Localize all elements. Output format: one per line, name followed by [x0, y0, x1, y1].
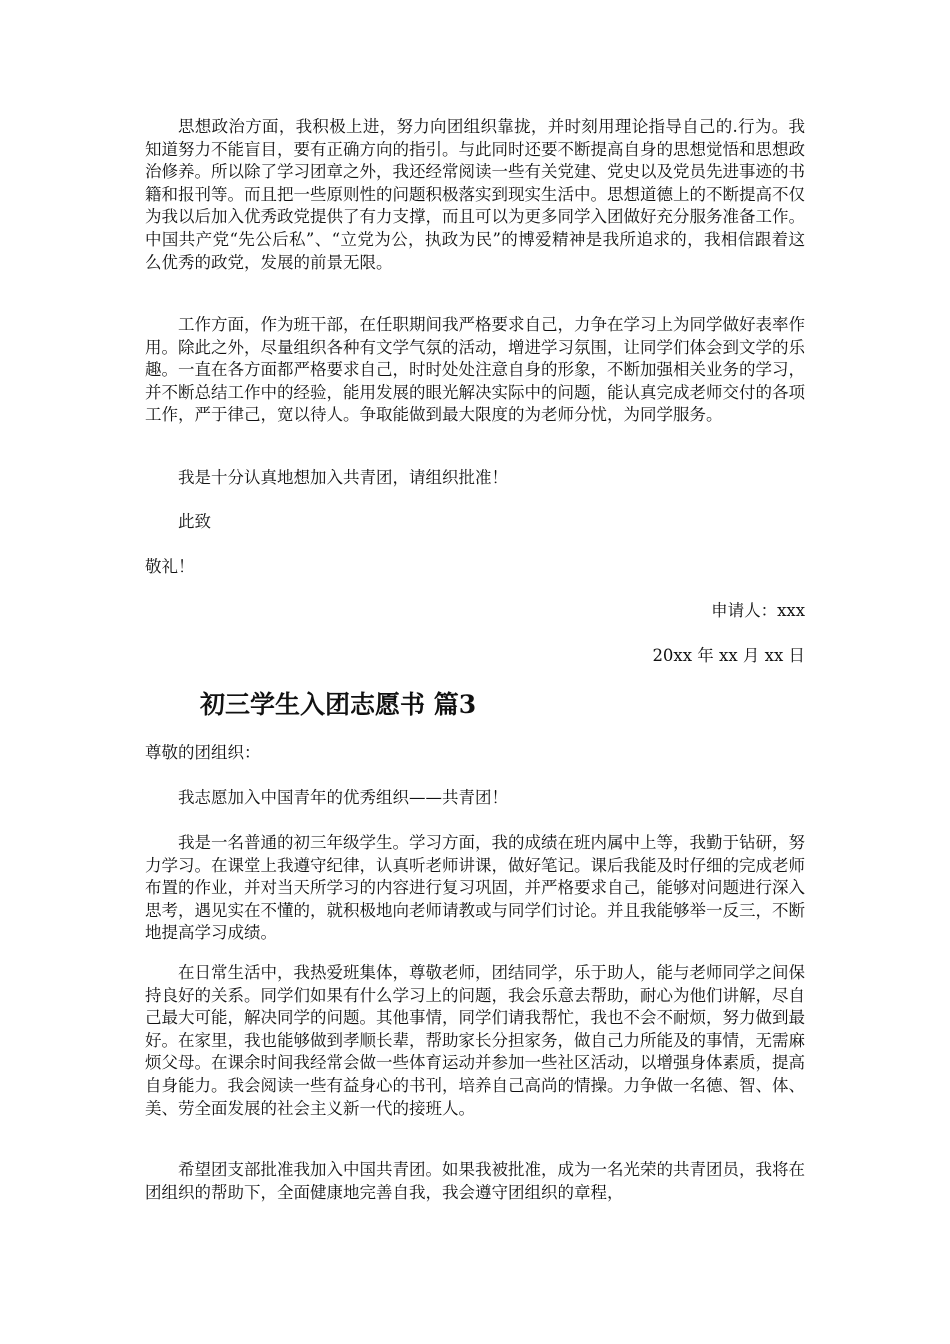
closing-cizhi: 此致	[178, 512, 211, 531]
date-line: 20xx 年 xx 月 xx 日	[652, 646, 805, 665]
paragraph-hope: 希望团支部批准我加入中国共青团。如果我被批准，成为一名光荣的共青团员，我将在团组织的帮助下，全面健康地完善自我，我会遵守团组织的章程，	[145, 1160, 805, 1202]
paragraph-study: 我是一名普通的初三年级学生。学习方面，我的成绩在班内属中上等，我勤于钻研，努力学习。在课堂上我遵守纪律，认真听老师讲课，做好笔记。课后我能及时仔细的完成老师布置的作业，并对当天所学习的内容进行复习巩固，并严格要求自己，能够对问题进行深入思考，遇见实在不懂的，就积极地向老师请教或与同学们讨论。并且我能够举一反三，不断地提高学习成绩。	[145, 833, 805, 943]
closing-jingli: 敬礼！	[145, 557, 195, 576]
section-heading: 初三学生入团志愿书 篇3	[200, 690, 477, 719]
paragraph-ideology: 思想政治方面，我积极上进，努力向团组织靠拢，并时刻用理论指导自己的.行为。我知道努力不能盲目，要有正确方向的指引。与此同时还要不断提高自身的思想觉悟和思想政治修养。所以除了学习团章之外，我还经常阅读一些有关党建、党史以及党员先进事迹的书籍和报刊等。而且把一些原则性的问题积极落实到现实生活中。思想道德上的不断提高不仅为我以后加入优秀政党提供了有力支撑，而且可以为更多同学入团做好充分服务准备工作。中国共产党“先公后私”、“立党为公，执政为民”的博爱精神是我所追求的，我相信跟着这么优秀的政党，发展的前景无限。	[145, 117, 805, 272]
applicant-signature: 申请人：xxx	[711, 601, 805, 620]
salutation: 尊敬的团组织：	[145, 743, 261, 762]
paragraph-volunteer: 我志愿加入中国青年的优秀组织——共青团！	[178, 788, 508, 807]
paragraph-daily-life: 在日常生活中，我热爱班集体，尊敬老师，团结同学，乐于助人，能与老师同学之间保持良好的关系。同学们如果有什么学习上的问题，我会乐意去帮助，耐心为他们讲解，尽自己最大可能，解决同学的问题。其他事情，同学们请我帮忙，我也不会不耐烦，努力做到最好。在家里，我也能够做到孝顺长辈，帮助家长分担家务，做自己力所能及的事情，无需麻烦父母。在课余时间我经常会做一些体育运动并参加一些社区活动，以增强身体素质，提高自身能力。我会阅读一些有益身心的书刊，培养自己高尚的情操。力争做一名德、智、体、美、劳全面发展的社会主义新一代的接班人。	[145, 963, 805, 1118]
paragraph-work: 工作方面，作为班干部，在任职期间我严格要求自己，力争在学习上为同学做好表率作用。除此之外，尽量组织各种有文学气氛的活动，增进学习氛围，让同学们体会到文学的乐趣。一直在各方面都严格要求自己，时时处处注意自身的形象，不断加强相关业务的学习，并不断总结工作中的经验，能用发展的眼光解决实际中的问题，能认真完成老师交付的各项工作，严于律己，宽以待人。争取能做到最大限度的为老师分忧，为同学服务。	[145, 315, 805, 425]
paragraph-request: 我是十分认真地想加入共青团，请组织批准！	[178, 468, 508, 487]
